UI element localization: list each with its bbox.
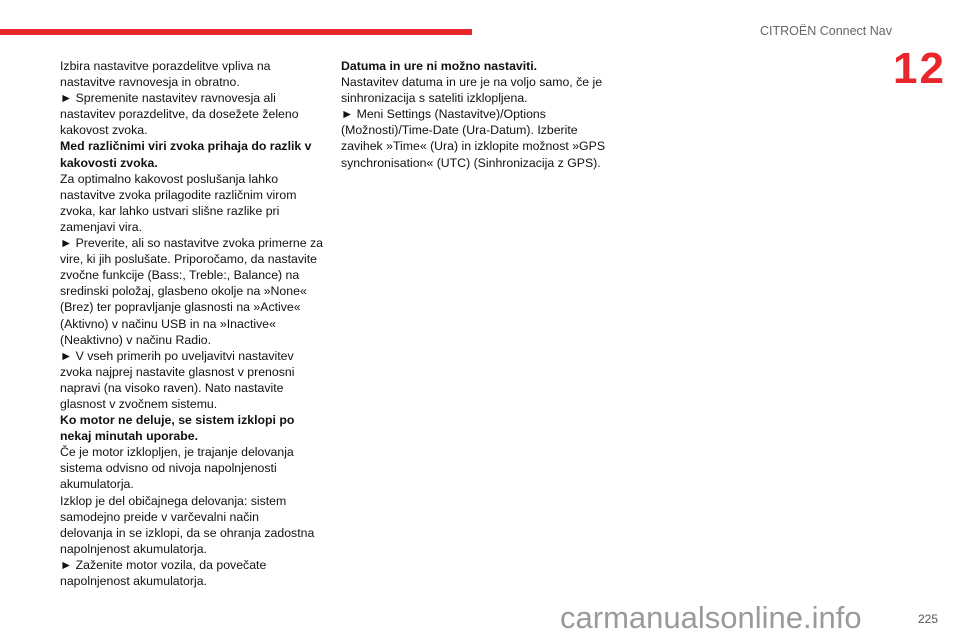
text-line: (Neaktivno) v načinu Radio. [60, 332, 212, 347]
text-line: vire, ki jih poslušate. Priporočamo, da nastavite [60, 252, 317, 267]
text-line: (Aktivno) v načinu USB in na »Inactive« [60, 316, 276, 331]
text-line: zvoka, kar lahko ustvari slišne razlike pri [60, 203, 280, 218]
text-line: Datuma in ure ni možno nastaviti. [341, 59, 538, 73]
text-line: (Možnosti)/Time-Date (Ura-Datum). Izberite [341, 123, 578, 138]
text-line: Izbira nastavitve porazdelitve vpliva na [60, 59, 271, 73]
text-line: samodejno preide v varčevalni način [60, 509, 259, 524]
text-line: Če je motor izklopljen, je trajanje delovanja [60, 445, 294, 460]
header-title: CITROËN Connect Nav [760, 24, 892, 38]
text-line: nastavitve ravnovesja in obratno. [60, 75, 240, 90]
text-line: Izklop je del običajnega delovanja: sistem [60, 493, 287, 508]
text-line: synchronisation« (UTC) (Sinhronizacija z GPS). [341, 155, 601, 170]
right-column [341, 58, 605, 171]
text-line: nastavitev porazdelitve, da dosežete želeno [60, 107, 299, 122]
text-line: zvočne funkcije (Bass:, Treble:, Balance) na [60, 268, 300, 283]
text-line: sinhronizacija s sateliti izklopljena. [341, 91, 528, 106]
text-line: Ko motor ne deluje, se sistem izklopi po [60, 413, 295, 428]
text-line: zamenjavi vira. [60, 219, 143, 234]
text-line: zvoka najprej nastavite glasnost v prenosni [60, 364, 295, 379]
text-line: kakovosti zvoka. [60, 155, 158, 170]
text-line: ► Spremenite nastavitev ravnovesja ali [60, 91, 276, 106]
text-line: delovanja in se izklopi, da se ohranja zadostna [60, 525, 315, 540]
text-line: ► Zaženite motor vozila, da povečate [60, 557, 267, 572]
text-line: glasnost v zvočnem sistemu. [60, 396, 218, 411]
text-line: nekaj minutah uporabe. [60, 429, 199, 444]
page-number: 225 [918, 612, 939, 626]
text-line: ► V vseh primerih po uveljavitvi nastavitev [60, 348, 294, 363]
text-line: zavihek »Time« (Ura) in izklopite možnost »GPS [341, 139, 606, 154]
text-line: ► Meni Settings (Nastavitve)/Options [341, 107, 546, 122]
text-line: kakovost zvoka. [60, 123, 148, 138]
text-line: sredinski položaj, glasbeno okolje na »None« [60, 284, 307, 299]
text-line: ► Preverite, ali so nastavitve zvoka primerne za [60, 236, 323, 251]
text-line: napolnjenost akumulatorja. [60, 574, 207, 588]
text-line: akumulatorja. [60, 477, 134, 492]
text-line: Za optimalno kakovost poslušanja lahko [60, 171, 279, 186]
text-line: nastavitve zvoka prilagodite različnim virom [60, 187, 297, 202]
text-line: (Brez) ter popravljanje glasnosti na »Active« [60, 300, 301, 315]
text-line: Med različnimi viri zvoka prihaja do razlik v [60, 139, 312, 154]
text-line: Nastavitev datuma in ure je na voljo samo, če je [341, 75, 603, 90]
watermark[interactable]: carmanualsonline.info [560, 600, 862, 635]
text-line: napolnjenost akumulatorja. [60, 541, 207, 556]
left-column [60, 58, 323, 589]
chapter-number: 12 [893, 44, 946, 93]
text-line: napravi (na visoko raven). Nato nastavite [60, 380, 284, 395]
text-line: sistema odvisno od nivoja napolnjenosti [60, 461, 277, 476]
header-red-bar [0, 29, 472, 35]
